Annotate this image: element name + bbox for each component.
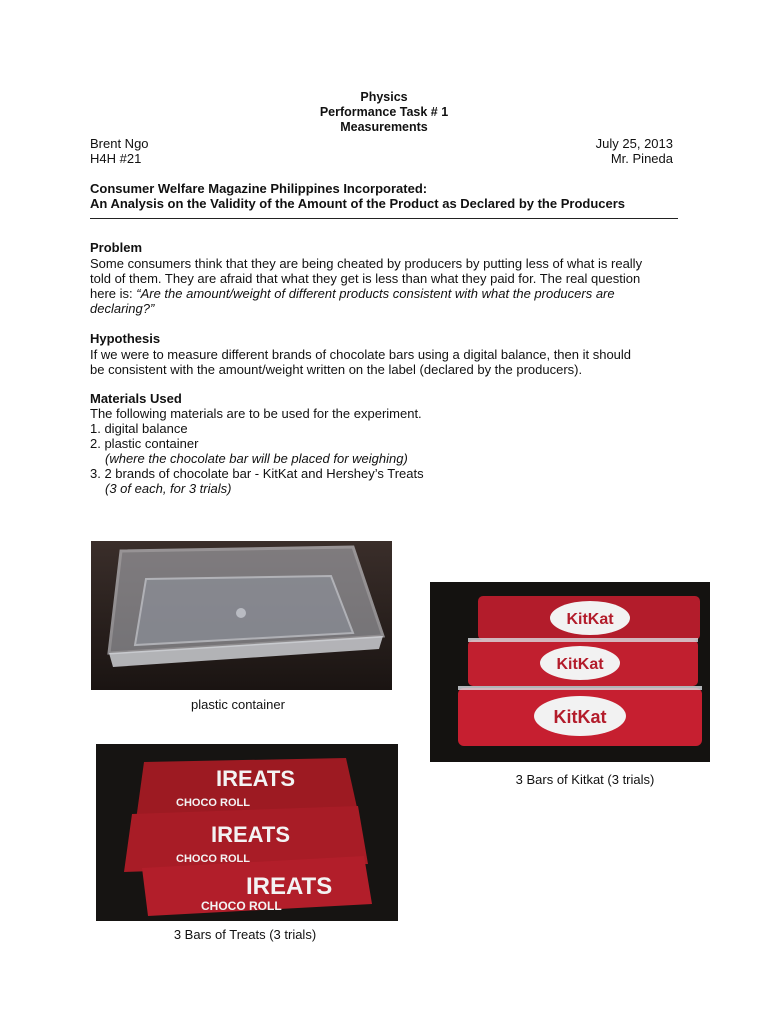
materials-intro: The following materials are to be used for the experiment. xyxy=(90,406,422,421)
kitkat-bar xyxy=(468,640,698,686)
hypothesis-line: be consistent with the amount/weight written on the label (declared by the producers). xyxy=(90,362,583,377)
kitkat-bar xyxy=(478,596,700,640)
author-name: Brent Ngo xyxy=(90,136,149,151)
plastic-container-photo xyxy=(91,541,392,690)
doc-date: July 25, 2013 xyxy=(595,136,673,151)
kitkat-logo: KitKat xyxy=(553,707,607,727)
treats-logo: IREATS xyxy=(216,766,296,791)
problem-heading: Problem xyxy=(90,240,143,255)
doc-topic: Measurements xyxy=(340,120,428,134)
treats-photo xyxy=(96,744,398,921)
teacher-name: Mr. Pineda xyxy=(610,151,673,166)
class-number: H4H #21 xyxy=(90,151,142,166)
hypothesis-heading: Hypothesis xyxy=(90,331,161,346)
material-note: (3 of each, for 3 trials) xyxy=(105,481,232,496)
problem-question-end: declaring?” xyxy=(90,301,155,316)
doc-subject: Physics xyxy=(360,90,408,104)
title-line-2: An Analysis on the Validity of the Amount of the Product as Declared by the Producers xyxy=(90,196,626,211)
problem-line xyxy=(90,286,615,301)
kitkat-photo xyxy=(430,582,710,762)
material-note: (where the chocolate bar will be placed for weighing) xyxy=(105,451,408,466)
treats-caption: 3 Bars of Treats (3 trials) xyxy=(173,927,317,942)
title-divider xyxy=(90,218,678,219)
kitkat-caption: 3 Bars of Kitkat (3 trials) xyxy=(515,772,655,787)
problem-line: Some consumers think that they are being cheated by producers by putting less of what is really xyxy=(90,256,643,271)
doc-task: Performance Task # 1 xyxy=(319,105,449,119)
treats-flavor: CHOCO ROLL xyxy=(201,899,282,913)
problem-line: told of them. They are afraid that what they get is less than what they paid for. The real question xyxy=(90,271,641,286)
title-line-1: Consumer Welfare Magazine Philippines Incorporated: xyxy=(90,181,428,196)
material-item: 3. 2 brands of chocolate bar - KitKat and Hershey’s Treats xyxy=(90,466,424,481)
treats-logo: IREATS xyxy=(211,822,291,847)
container-caption: plastic container xyxy=(191,697,285,712)
treats-flavor: CHOCO ROLL xyxy=(176,853,250,865)
treats-flavor: CHOCO ROLL xyxy=(176,797,250,809)
material-item: 1. digital balance xyxy=(90,421,188,436)
treats-logo: IREATS xyxy=(246,873,333,900)
problem-line-lead: here is: xyxy=(90,286,137,301)
kitkat-logo: KitKat xyxy=(566,611,614,628)
kitkat-bar xyxy=(458,688,702,746)
materials-heading: Materials Used xyxy=(90,391,182,406)
kitkat-logo: KitKat xyxy=(556,656,604,673)
hypothesis-line: If we were to measure different brands of chocolate bars using a digital balance, then it should xyxy=(90,347,632,362)
material-item: 2. plastic container xyxy=(90,436,199,451)
problem-question: “Are the amount/weight of different products consistent with what the producers are xyxy=(136,286,615,301)
